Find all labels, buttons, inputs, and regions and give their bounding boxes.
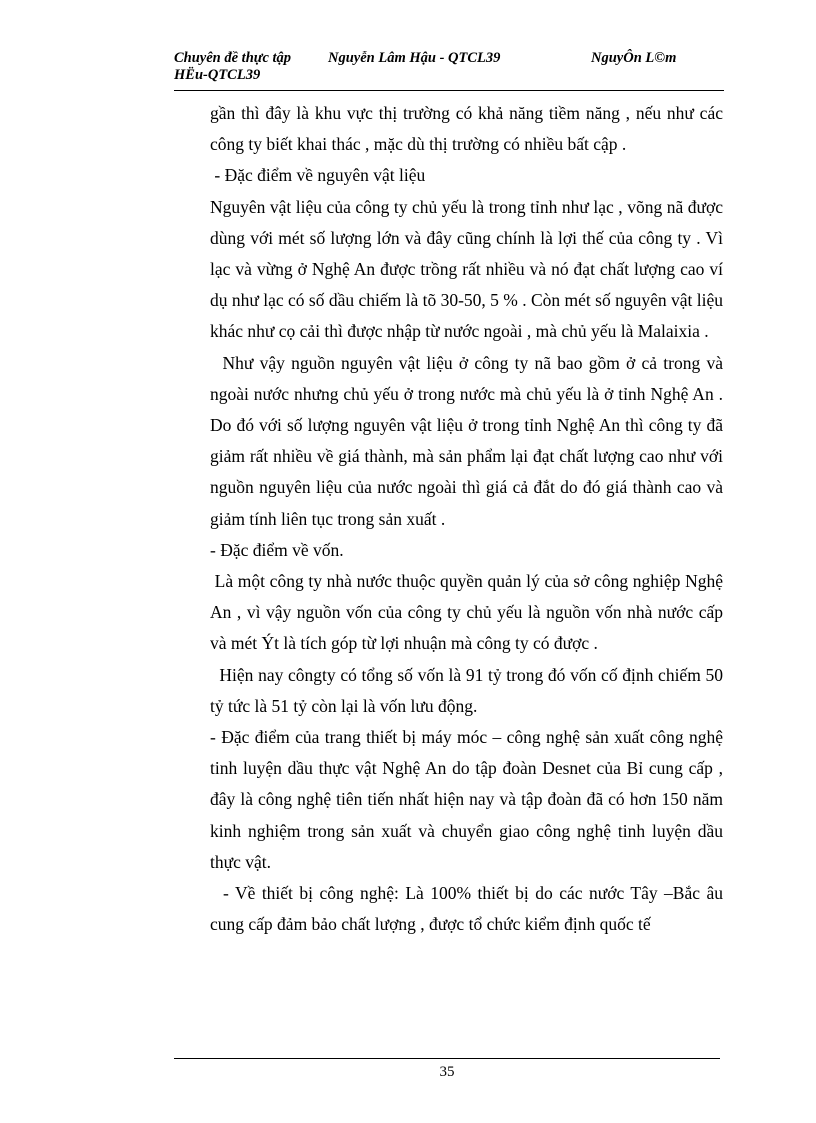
paragraph-equipment-technology: - Đặc điểm của trang thiết bị máy móc – công nghệ sản xuất công nghệ tinh luyện dầu thực vật Nghệ An do tập đoàn Desnet của Bỉ cung cấp , đây là công nghệ tiên tiến nhất hiện nay và tập đoàn đã có hơn 150 năm kinh nghiệm trong sản xuất và chuyển giao công nghệ tinh luyện dầu thực vật.	[210, 727, 723, 872]
heading-raw-materials: - Đặc điểm về nguyên vật liệu	[210, 165, 426, 186]
page-number: 35	[439, 1064, 455, 1080]
footer-divider	[174, 1058, 720, 1059]
header-divider	[174, 90, 724, 91]
paragraph-capital-amount: Hiện nay côngty có tổng số vốn là 91 tỷ trong đó vốn cố định chiếm 50 tỷ tức là 51 tỷ còn lại là vốn lưu động.	[210, 664, 728, 716]
heading-capital: - Đặc điểm về vốn.	[210, 539, 344, 560]
paragraph-market-continuation: gần thì đây là khu vực thị trường có khả năng tiềm năng , nếu như các công ty biết khai thác , mặc dù thị trường có nhiều bất cập .	[210, 103, 723, 155]
paragraph-raw-materials: Nguyên vật liệu của công ty chủ yếu là trong tỉnh như lạc , võng nã được dùng với mét số lượng lớn và đây cũng chính là lợi thế của công ty . Vì lạc và vừng ở Nghệ An được trồng rất nhiều và nó đạt chất lượng cao ví dụ như lạc có số dầu chiếm là tõ 30-50, 5 % . Còn mét số nguyên vật liệu khác như cọ cải thì được nhập từ nước ngoài , mà chủ yếu là Malaixia .	[210, 196, 723, 342]
header-author: Nguyễn Lâm Hậu - QTCL39	[328, 50, 501, 66]
header-author-garbled-continued: HËu-QTCL39	[174, 67, 261, 83]
paragraph-capital: Là một công ty nhà nước thuộc quyền quản lý của sở công nghiệp Nghệ An , vì vậy nguồn vốn của công ty chủ yếu là nguồn vốn nhà nước cấp và mét Ýt là tích góp từ lợi nhuận mà công ty có được .	[210, 571, 728, 654]
page-body	[210, 98, 728, 940]
paragraph-equipment-origin: - Về thiết bị công nghệ: Là 100% thiết bị do các nước Tây –Bắc âu cung cấp đảm bảo chất lượng , được tổ chức kiểm định quốc tế	[210, 883, 728, 935]
header-document-type: Chuyên đề thực tập	[174, 50, 292, 66]
paragraph-material-sources: Như vậy nguồn nguyên vật liệu ở công ty nã bao gồm ở cả trong và ngoài nước nhưng chủ yếu ở trong nước mà chủ yếu là ở tỉnh Nghệ An . Do đó với số lượng nguyên vật liệu ở trong tỉnh Nghệ An thì công ty đã giảm rất nhiều về giá thành, mà sản phẩm lại đạt chất lượng cao như với nguồn nguyên liệu của nước ngoài thì giá cả đắt do đó giá thành cao và giảm tính liên tục trong sản xuất .	[210, 352, 728, 529]
header-author-garbled: NguyÔn L©m	[591, 50, 677, 66]
